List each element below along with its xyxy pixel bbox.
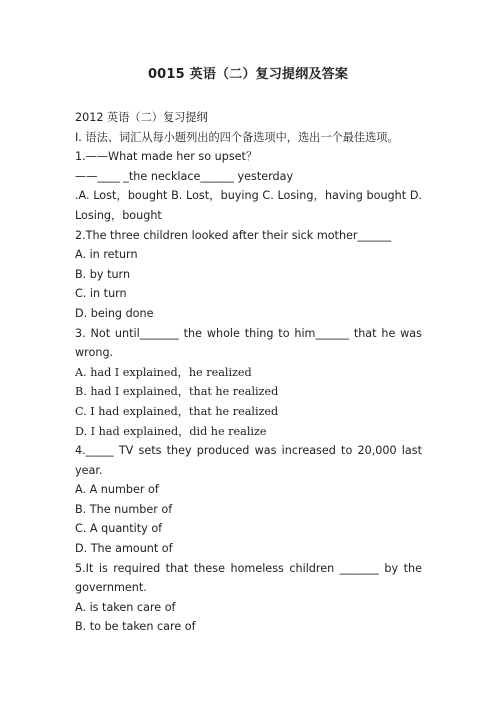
question-3-option-d: D. I had explained，did he realize <box>75 424 267 438</box>
question-4-option-b: B. The number of <box>75 502 173 516</box>
document-body <box>75 108 422 637</box>
question-3-option-c: C. I had explained，that he realized <box>75 404 279 418</box>
document-title: 0015 英语（二）复习提纲及答案 <box>147 67 349 82</box>
question-4-option-d: D. The amount of <box>75 542 173 556</box>
question-3: 3. Not until_______ the whole thing to him______ that he was wrong. <box>75 326 422 360</box>
question-5-option-b: B. to be taken care of <box>75 620 196 634</box>
question-1-answer-line: ——____ _the necklace______ yesterday <box>75 169 294 183</box>
question-1-options: .A. Lost，bought B. Lost，buying C. Losing，having bought D. Losing，bought <box>75 189 422 222</box>
question-5-option-a: A. is taken care of <box>75 600 176 614</box>
question-2-option-b: B. by turn <box>75 267 131 281</box>
question-4-option-a: A. A number of <box>75 483 159 497</box>
instruction-text: I. 语法、词汇从每小题列出的四个备选项中，选出一个最佳选项。 <box>75 130 399 144</box>
section-heading: 2012 英语（二）复习提纲 <box>75 111 208 124</box>
question-2: 2.The three children looked after their sick mother______ <box>75 228 392 242</box>
question-2-option-c: C. in turn <box>75 287 127 301</box>
question-4: 4._____ TV sets they produced was increased to 20,000 last year. <box>75 444 422 477</box>
question-4-option-c: C. A quantity of <box>75 522 163 536</box>
question-2-option-a: A. in return <box>75 248 138 262</box>
question-2-option-d: D. being done <box>75 306 154 320</box>
question-3-option-a: A. had I explained，he realized <box>75 365 252 379</box>
question-3-option-b: B. had I explained，that he realized <box>75 385 279 399</box>
question-5: 5.It is required that these homeless children _______ by the government. <box>75 561 422 595</box>
question-1: 1.——What made her so upset？ <box>75 150 258 164</box>
